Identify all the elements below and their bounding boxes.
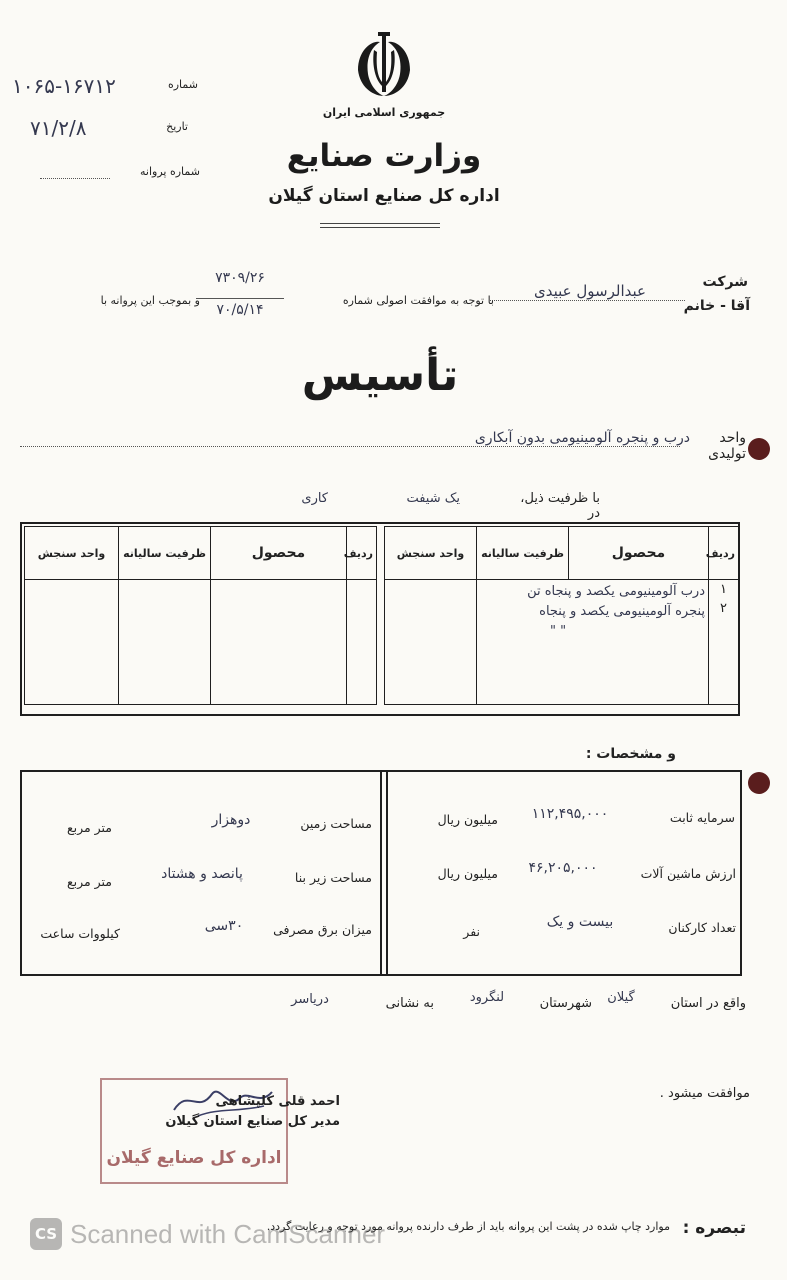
product-unit: " " <box>550 624 567 639</box>
company-label: شرکت <box>702 274 748 290</box>
fixed-capital-label: سرمایه ثابت <box>669 810 735 825</box>
location-province: گیلان <box>607 990 635 1005</box>
date-value: ۷۱/۲/۸ <box>30 116 87 140</box>
col-unit-header: واحد سنجش <box>25 527 119 580</box>
product-name: درب آلومینیومی یکصد و پنجاه <box>544 584 705 599</box>
machinery-label: ارزش ماشین آلات <box>640 866 736 881</box>
row-number: ۱ <box>720 582 727 597</box>
unit-label: واحد تولیدی <box>708 430 746 462</box>
permit-number-label: شماره پروانه <box>140 165 200 178</box>
approval-number: ۷۳۰۹/۲۶ <box>215 270 265 286</box>
product-unit: تن <box>527 584 541 599</box>
capacity-shift: یک شیفت <box>406 491 460 506</box>
iran-emblem-icon <box>344 30 424 110</box>
col-product-header: محصول <box>569 527 709 580</box>
unit-cell <box>385 580 477 705</box>
power-label: میزان برق مصرفی <box>273 922 372 937</box>
approved-text: موافقت میشود . <box>659 1086 750 1101</box>
permit-text: و بموجب این پروانه با <box>100 294 200 307</box>
col-unit-header: واحد سنجش <box>385 527 477 580</box>
unit-value: درب و پنجره آلومینیومی بدون آبکاری <box>474 430 690 446</box>
mr-mrs-label: آقا - خانم <box>683 298 750 314</box>
header-divider <box>320 223 440 228</box>
number-label: شماره <box>167 78 198 91</box>
product-table-right <box>384 526 739 705</box>
camscanner-watermark <box>30 1214 430 1254</box>
staff-label: تعداد کارکنان <box>668 920 736 935</box>
table-row <box>25 580 377 705</box>
col-row-header: ردیف <box>347 527 377 580</box>
land-area-unit: متر مربع <box>66 820 112 835</box>
product-table-left <box>24 526 377 705</box>
camscanner-logo-icon: CS <box>30 1218 62 1250</box>
signer-name: احمد قلی کلپشاهی <box>215 1094 340 1109</box>
location-city: لنگرود <box>469 990 505 1005</box>
note-label: تبصره : <box>682 1218 746 1238</box>
staff-unit: نفر <box>463 924 480 939</box>
row-number: ۲ <box>720 601 727 616</box>
stamp-text: اداره کل صنایع گیلان <box>106 1148 282 1168</box>
machinery-value: ۴۶,۲۰۵,۰۰۰ <box>528 860 598 876</box>
machinery-unit: میلیون ریال <box>437 866 498 881</box>
col-capacity-header: ظرفیت سالیانه <box>119 527 211 580</box>
company-name: عبدالرسول عبیدی <box>534 282 646 300</box>
location-address-label: به نشانی <box>385 996 434 1011</box>
unit-underline <box>20 446 680 447</box>
row-number-cell <box>709 580 739 705</box>
approval-date: ۷۰/۵/۱۴ <box>216 302 264 318</box>
built-area-unit: متر مربع <box>66 874 112 889</box>
fixed-capital-value: ۱۱۲,۴۹۵,۰۰۰ <box>531 806 609 822</box>
land-area-value: دوهزار <box>211 812 251 828</box>
table-row <box>385 580 739 705</box>
land-area-label: مساحت زمین <box>300 816 372 831</box>
number-value: ۱۰۶۵-۱۶۷۱۲ <box>12 74 116 98</box>
office-title: اداره کل صنایع استان گیلان <box>268 186 500 206</box>
col-capacity-header: ظرفیت سالیانه <box>477 527 569 580</box>
company-underline <box>490 300 685 301</box>
note-text: موارد چاپ شده در پشت این پروانه باید از طرف دارنده پروانه مورد توجه و رعایت گردد. <box>266 1220 670 1233</box>
specs-divider <box>380 772 388 974</box>
col-row-header: ردیف <box>709 527 739 580</box>
date-label: تاریخ <box>166 120 188 133</box>
location-city-label: شهرستان <box>539 996 592 1011</box>
built-area-value: پانصد و هشتاد <box>161 866 243 882</box>
ministry-title: وزارت صنایع <box>286 138 482 174</box>
specs-label: و مشخصات : <box>585 746 676 762</box>
capacity-label: با ظرفیت ذیل، در <box>520 491 600 521</box>
camscanner-text: Scanned with CamScanner <box>70 1218 386 1249</box>
approval-fraction-line <box>196 298 284 299</box>
col-product-header: محصول <box>211 527 347 580</box>
product-cell <box>477 580 709 705</box>
permit-number-line <box>40 178 110 179</box>
fixed-capital-unit: میلیون ریال <box>437 812 498 827</box>
staff-value: بیست و یک <box>546 914 614 930</box>
punch-hole <box>748 772 770 794</box>
power-unit: کیلووات ساعت <box>40 926 120 941</box>
built-area-label: مساحت زیر بنا <box>294 870 372 885</box>
power-value: ۳۰سی <box>204 918 244 934</box>
approval-text: با توجه به موافقت اصولی شماره <box>342 294 494 307</box>
document-title: تأسیس <box>301 350 459 401</box>
capacity-suffix: کاری <box>301 491 328 506</box>
republic-name: جمهوری اسلامی ایران <box>322 106 446 119</box>
product-name: پنجره آلومینیومی یکصد و پنجاه <box>539 604 705 619</box>
location-prefix: واقع در استان <box>670 996 746 1011</box>
signer-title: مدیر کل صنایع استان گیلان <box>165 1114 340 1129</box>
location-address: دریاسر <box>291 992 329 1007</box>
punch-hole <box>748 438 770 460</box>
